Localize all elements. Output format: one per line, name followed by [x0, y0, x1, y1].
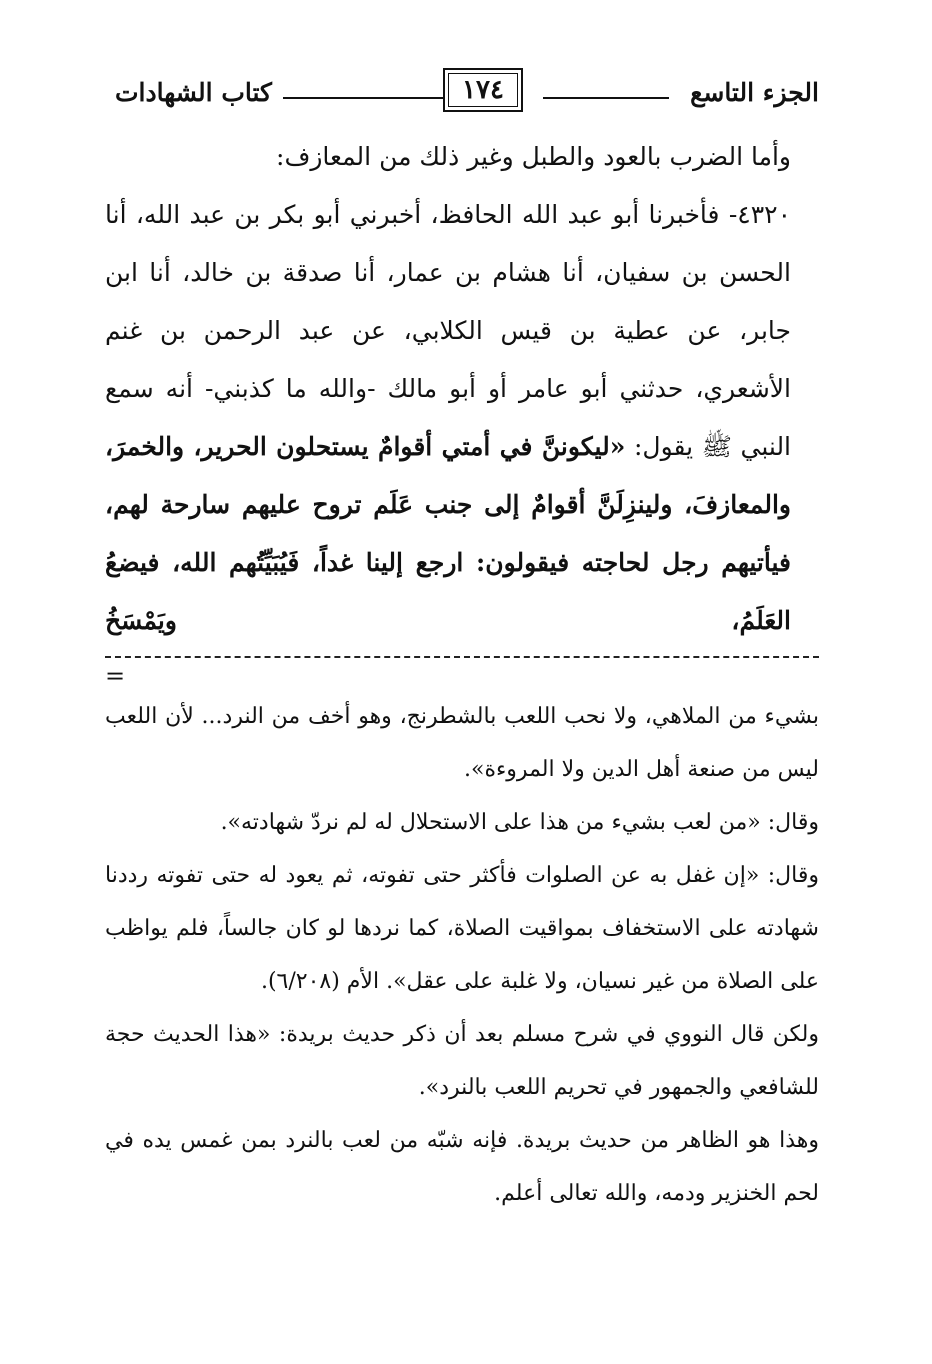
footnote-paragraph: بشيء من الملاهي، ولا نحب اللعب بالشطرنج، وهو أخف من النرد... لأن اللعب ليس من صنعة أهل الدين ولا المروءة». — [105, 704, 819, 782]
main-text — [105, 128, 819, 650]
separator-line — [105, 656, 819, 658]
footnote-paragraph: وهذا هو الظاهر من حديث بريدة. فإنه شبّه من لعب بالنرد بمن غمس يده في لحم الخنزير ودمه، والله تعالى أعلم. — [105, 1128, 819, 1206]
header-rule-left — [283, 97, 443, 99]
intro-paragraph: وأما الضرب بالعود والطبل وغير ذلك من المعازف: — [276, 142, 791, 171]
hadith-number: ٤٣٢٠- — [728, 200, 791, 229]
hadith-chain: فأخبرنا أبو عبد الله الحافظ، أخبرني أبو بكر بن عبد الله، أنا الحسن بن سفيان، أنا هشام بن عمار، أنا صدقة بن خالد، أنا ابن جابر، عن عطية بن قيس الكلابي، عن عبد الرحمن بن غنم الأشعري، حدثني أبو عامر أو أبو مالك -والله ما كذبني- أنه سمع النبي ﷺ يقول: — [105, 200, 792, 461]
continuation-mark: = — [105, 662, 126, 690]
page — [105, 60, 819, 1220]
header-book-title: كتاب الشهادات — [115, 78, 272, 107]
footnote-paragraph: وقال: «من لعب بشيء من هذا على الاستحلال له لم نردّ شهادته». — [220, 810, 819, 835]
footnote-paragraph: ولكن قال النووي في شرح مسلم بعد أن ذكر حديث بريدة: «هذا الحديث حجة للشافعي والجمهور في تحريم اللعب بالنرد». — [105, 1022, 819, 1100]
footnotes — [105, 690, 819, 1220]
footnote-paragraph: وقال: «إن غفل به عن الصلوات فأكثر حتى تفوته، ثم يعود له حتى تفوته رددنا شهادته على الاستخفاف بمواقيت الصلاة، كما نردها لو كان جالساً، فلم يواظب على الصلاة من غير نسيان، ولا غلبة على عقل». الأم (٦/٢٠٨). — [105, 863, 819, 994]
hadith-paragraph — [105, 186, 819, 650]
hadith-text: «ليكوننَّ في أمتي أقوامٌ يستحلون الحرير، والخمرَ، والمعازفَ، ولينزِلَنَّ أقوامٌ إلى جنب عَلَم تروح عليهم سارحة لهم، فيأتيهم رجل لحاجته فيقولون: ارجع إلينا غداً، فَيُبَيِّتُهم الله، فيضعُ العَلَمُ، ويَمْسَخُ — [105, 432, 791, 635]
header-rule-right — [543, 97, 669, 99]
header-volume: الجزء التاسع — [690, 78, 819, 107]
running-header — [105, 60, 819, 120]
page-number: ١٧٤ — [443, 68, 523, 112]
footnote-separator — [105, 652, 819, 690]
